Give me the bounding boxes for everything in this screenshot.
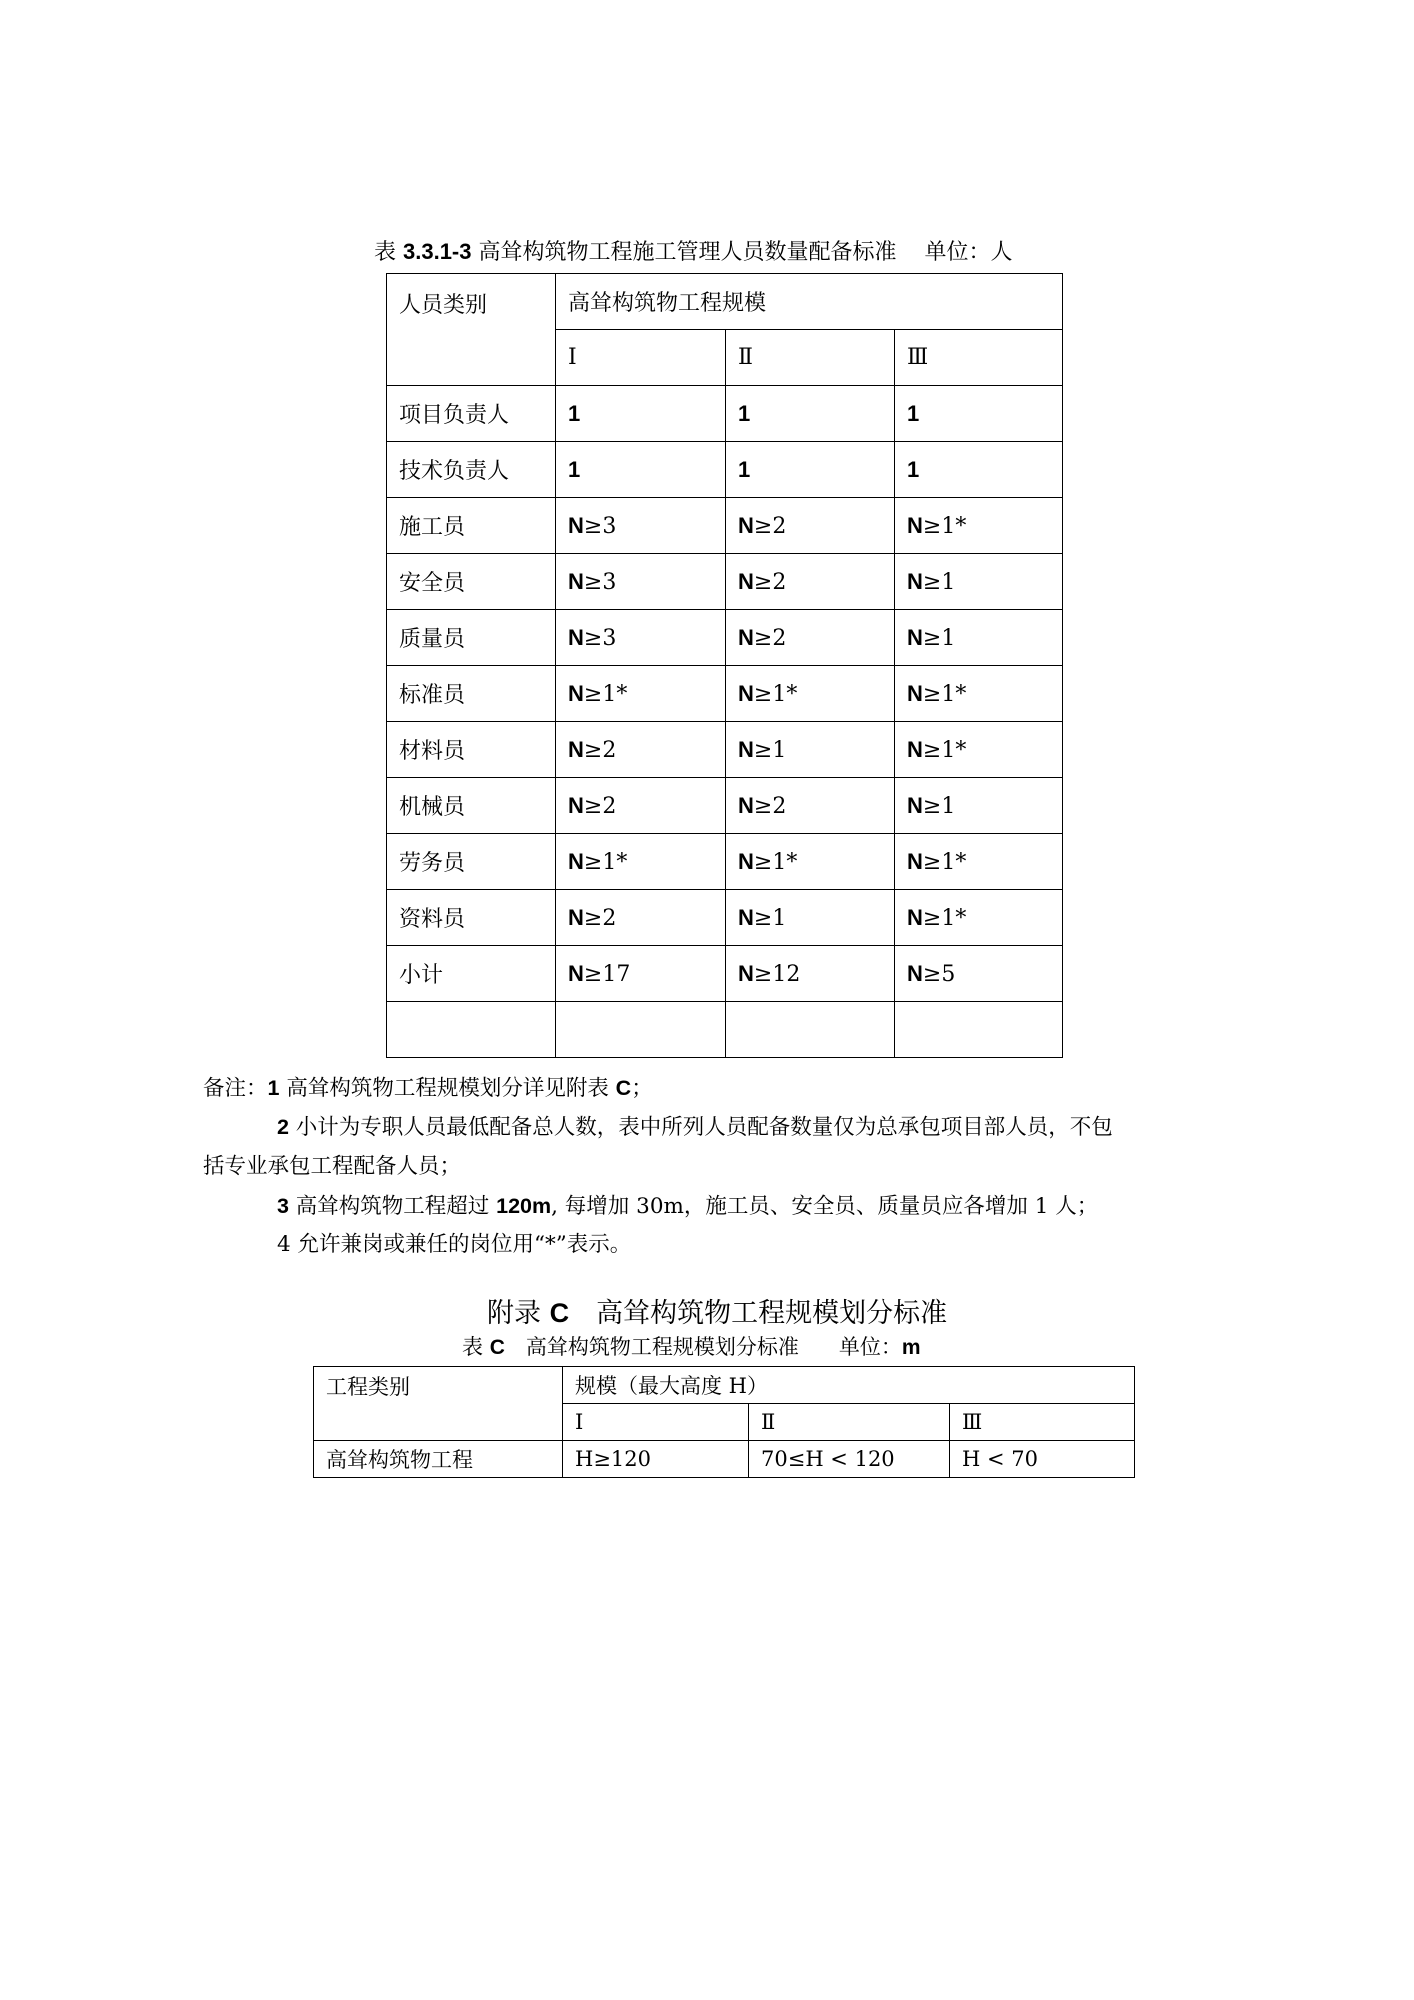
note-4 <box>277 1234 631 1256</box>
note-ref: C <box>615 1076 632 1100</box>
value-cell <box>726 442 895 498</box>
note-number: 1 <box>267 1076 280 1100</box>
value-cell <box>556 1002 726 1058</box>
table-row <box>387 554 1063 610</box>
value-text: ≥1* <box>922 737 967 763</box>
value-cell <box>726 386 895 442</box>
n-symbol: N <box>738 624 754 650</box>
appendix-letter: C <box>549 1298 570 1328</box>
value-text: ≥1* <box>922 849 967 875</box>
n-symbol: N <box>568 568 584 594</box>
category-cell: 项目负责人 <box>387 386 556 442</box>
value-text: ≥1 <box>922 625 956 651</box>
note-number: 2 <box>277 1115 289 1139</box>
n-symbol: N <box>738 792 754 818</box>
value-text: 1 <box>738 400 751 426</box>
note-text: 4 允许兼岗或兼任的岗位用“*”表示。 <box>277 1232 632 1257</box>
note-number: 3 <box>277 1194 289 1218</box>
level-header: Ⅰ <box>556 330 726 386</box>
value-cell <box>556 610 726 666</box>
category-cell: 质量员 <box>387 610 556 666</box>
value-cell <box>726 946 895 1002</box>
value-cell <box>895 498 1063 554</box>
note-1 <box>203 1078 653 1100</box>
value-cell <box>726 1002 895 1058</box>
value-cell <box>895 554 1063 610</box>
value-text: ≥1 <box>753 737 787 763</box>
scale-header: 规模（最大高度 H） <box>563 1367 1135 1404</box>
caption-title: 高耸构筑物工程施工管理人员数量配备标准 <box>471 240 897 265</box>
value-text: ≥12 <box>753 961 801 987</box>
note-text: 括专业承包工程配备人员； <box>203 1154 462 1179</box>
value-cell <box>556 498 726 554</box>
value-cell <box>726 890 895 946</box>
table-row <box>387 610 1063 666</box>
appendix-prefix: 附录 <box>487 1298 550 1329</box>
table-header-row <box>314 1367 1135 1404</box>
value-text: ≥1* <box>922 681 967 707</box>
category-header: 人员类别 <box>387 274 556 386</box>
n-symbol: N <box>907 568 923 594</box>
note-text: 高耸构筑物工程规模划分详见附表 <box>279 1076 616 1101</box>
value-cell <box>895 722 1063 778</box>
value-text: ≥1 <box>753 905 787 931</box>
n-symbol: N <box>568 960 584 986</box>
category-cell: 机械员 <box>387 778 556 834</box>
note-2-continued <box>203 1156 461 1178</box>
n-symbol: N <box>568 624 584 650</box>
value-text: ≥2 <box>753 625 787 651</box>
value-text: ≥3 <box>583 569 617 595</box>
value-cell <box>895 778 1063 834</box>
value-cell <box>556 946 726 1002</box>
n-symbol: N <box>907 624 923 650</box>
value-text: 1 <box>738 456 751 482</box>
category-header: 工程类别 <box>314 1367 563 1441</box>
value-text: ≥2 <box>583 905 617 931</box>
value-text: ≥1* <box>583 849 628 875</box>
table-row <box>387 498 1063 554</box>
category-cell: 安全员 <box>387 554 556 610</box>
table-row <box>387 946 1063 1002</box>
n-symbol: N <box>738 904 754 930</box>
n-symbol: N <box>568 792 584 818</box>
n-symbol: N <box>907 904 923 930</box>
value-text: ≥1 <box>922 569 956 595</box>
value-cell <box>895 1002 1063 1058</box>
level-header: Ⅰ <box>563 1404 749 1441</box>
table-header-row <box>387 274 1063 330</box>
value-cell <box>726 722 895 778</box>
n-symbol: N <box>568 680 584 706</box>
value-text: 1 <box>907 456 920 482</box>
n-symbol: N <box>907 680 923 706</box>
value-text: ≥17 <box>583 961 631 987</box>
level-header: Ⅲ <box>895 330 1063 386</box>
value-cell <box>895 890 1063 946</box>
value-cell <box>726 498 895 554</box>
value-text: ≥3 <box>583 625 617 651</box>
value-cell <box>556 722 726 778</box>
caption-prefix: 表 <box>462 1335 490 1359</box>
scale-header: 高耸构筑物工程规模 <box>556 274 1063 330</box>
value-text: ≥3 <box>583 513 617 539</box>
value-text: ≥5 <box>922 961 956 987</box>
note-height: 120m <box>496 1194 552 1218</box>
note-punct: ； <box>631 1076 653 1101</box>
value-text: ≥2 <box>753 793 787 819</box>
table-row <box>387 386 1063 442</box>
note-text: 高耸构筑物工程超过 <box>288 1194 497 1219</box>
value-text: ≥2 <box>583 737 617 763</box>
n-symbol: N <box>907 792 923 818</box>
table-row <box>387 442 1063 498</box>
level-header: Ⅱ <box>749 1404 950 1441</box>
value-text: ≥2 <box>753 569 787 595</box>
n-symbol: N <box>738 680 754 706</box>
caption-unit: 单位：人 <box>924 240 1013 265</box>
value-cell: H≥120 <box>563 1441 749 1478</box>
value-text: ≥1* <box>753 681 798 707</box>
value-cell <box>556 386 726 442</box>
category-cell: 施工员 <box>387 498 556 554</box>
value-text: 1 <box>907 400 920 426</box>
table-row <box>387 834 1063 890</box>
scale-table-caption <box>462 1337 921 1358</box>
value-cell <box>895 442 1063 498</box>
value-cell <box>726 778 895 834</box>
note-2 <box>277 1117 1113 1139</box>
table-row <box>387 722 1063 778</box>
n-symbol: N <box>568 512 584 538</box>
caption-prefix: 表 <box>374 240 403 265</box>
scale-classification-table <box>313 1366 1135 1478</box>
caption-unit: m <box>901 1336 921 1359</box>
n-symbol: N <box>738 960 754 986</box>
value-cell <box>726 610 895 666</box>
category-cell: 高耸构筑物工程 <box>314 1441 563 1478</box>
value-text: ≥1* <box>922 905 967 931</box>
value-cell: H < 70 <box>950 1441 1135 1478</box>
table-row <box>387 890 1063 946</box>
value-cell <box>556 442 726 498</box>
category-cell <box>387 1002 556 1058</box>
value-cell <box>726 834 895 890</box>
category-cell: 劳务员 <box>387 834 556 890</box>
caption-number: 3.3.1-3 <box>403 239 472 264</box>
table-row <box>387 666 1063 722</box>
value-cell <box>895 386 1063 442</box>
value-cell <box>895 666 1063 722</box>
appendix-title-text: 高耸构筑物工程规模划分标准 <box>569 1298 948 1329</box>
note-3 <box>277 1196 1098 1218</box>
value-text: ≥1 <box>922 793 956 819</box>
value-cell <box>895 834 1063 890</box>
level-header: Ⅱ <box>726 330 895 386</box>
value-cell <box>726 554 895 610</box>
notes-label: 备注： <box>203 1076 268 1101</box>
category-cell: 资料员 <box>387 890 556 946</box>
value-text: 1 <box>568 400 581 426</box>
n-symbol: N <box>907 960 923 986</box>
value-text: ≥1* <box>753 849 798 875</box>
value-cell <box>556 666 726 722</box>
category-cell: 材料员 <box>387 722 556 778</box>
staff-table-caption <box>374 241 1013 264</box>
n-symbol: N <box>738 848 754 874</box>
n-symbol: N <box>568 736 584 762</box>
level-header: Ⅲ <box>950 1404 1135 1441</box>
value-cell <box>895 946 1063 1002</box>
staff-allocation-table <box>386 273 1063 1058</box>
table-row <box>387 1002 1063 1058</box>
value-text: ≥1* <box>922 513 967 539</box>
n-symbol: N <box>738 736 754 762</box>
category-cell: 标准员 <box>387 666 556 722</box>
value-cell <box>556 778 726 834</box>
n-symbol: N <box>568 904 584 930</box>
n-symbol: N <box>907 512 923 538</box>
value-cell <box>895 610 1063 666</box>
n-symbol: N <box>568 848 584 874</box>
appendix-title <box>487 1300 947 1327</box>
note-text: 小计为专职人员最低配备总人数，表中所列人员配备数量仅为总承包项目部人员，不包 <box>288 1115 1113 1140</box>
caption-letter: C <box>489 1336 505 1359</box>
value-cell: 70≤H < 120 <box>749 1441 950 1478</box>
value-text: ≥1* <box>583 681 628 707</box>
table-row <box>387 778 1063 834</box>
value-cell <box>556 834 726 890</box>
value-cell <box>556 554 726 610</box>
n-symbol: N <box>738 512 754 538</box>
n-symbol: N <box>907 736 923 762</box>
value-text: ≥2 <box>753 513 787 539</box>
value-text: ≥2 <box>583 793 617 819</box>
table-row <box>314 1441 1135 1478</box>
n-symbol: N <box>738 568 754 594</box>
category-cell: 技术负责人 <box>387 442 556 498</box>
caption-title: 高耸构筑物工程规模划分标准 <box>504 1335 799 1359</box>
note-text-tail: , 每增加 30m，施工员、安全员、质量员应各增加 1 人； <box>551 1194 1099 1219</box>
value-cell <box>726 666 895 722</box>
n-symbol: N <box>907 848 923 874</box>
caption-unit-label: 单位： <box>838 1335 902 1359</box>
value-cell <box>556 890 726 946</box>
value-text: 1 <box>568 456 581 482</box>
category-cell: 小计 <box>387 946 556 1002</box>
